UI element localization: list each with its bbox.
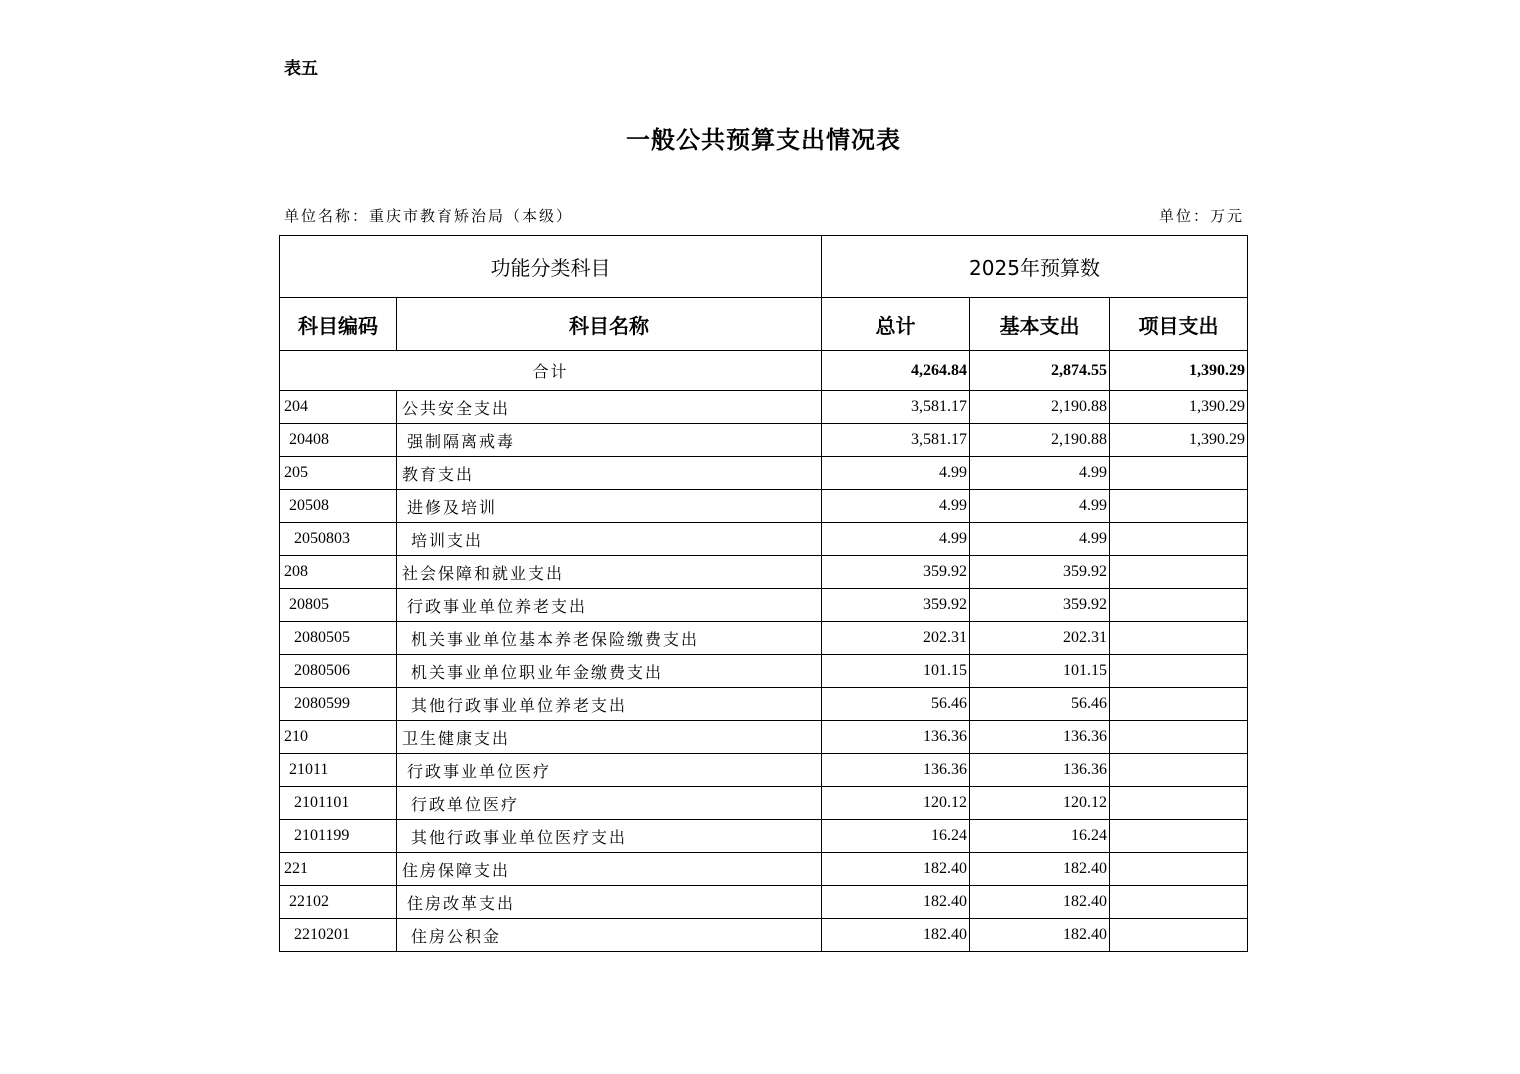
unit-name: 单位名称：重庆市教育矫治局（本级） (284, 207, 574, 225)
row-total: 120.12 (822, 787, 970, 820)
row-basic: 4.99 (970, 457, 1110, 490)
row-name: 住房改革支出 (397, 886, 822, 919)
row-basic: 120.12 (970, 787, 1110, 820)
row-basic: 182.40 (970, 853, 1110, 886)
unit-label: 单位：万元 (1158, 207, 1244, 225)
row-code: 204 (280, 391, 397, 424)
header-total: 总计 (822, 298, 970, 351)
header-category: 功能分类科目 (280, 236, 822, 298)
row-code: 210 (280, 721, 397, 754)
row-name: 培训支出 (397, 523, 822, 556)
row-basic: 4.99 (970, 490, 1110, 523)
row-basic: 101.15 (970, 655, 1110, 688)
row-project (1110, 688, 1248, 721)
row-project (1110, 886, 1248, 919)
row-total: 16.24 (822, 820, 970, 853)
row-code: 2080506 (280, 655, 397, 688)
budget-table (279, 235, 1248, 952)
row-name: 其他行政事业单位养老支出 (397, 688, 822, 721)
table-row (280, 919, 1248, 952)
total-basic: 2,874.55 (970, 351, 1110, 391)
total-total: 4,264.84 (822, 351, 970, 391)
row-code: 208 (280, 556, 397, 589)
row-name: 其他行政事业单位医疗支出 (397, 820, 822, 853)
total-row (280, 351, 1248, 391)
row-code: 221 (280, 853, 397, 886)
row-name: 进修及培训 (397, 490, 822, 523)
row-total: 182.40 (822, 919, 970, 952)
table-row (280, 721, 1248, 754)
row-project (1110, 721, 1248, 754)
row-project (1110, 457, 1248, 490)
row-total: 136.36 (822, 754, 970, 787)
header-budget: 2025年预算数 (822, 236, 1248, 298)
row-total: 182.40 (822, 886, 970, 919)
row-code: 2050803 (280, 523, 397, 556)
table-row (280, 391, 1248, 424)
row-project (1110, 787, 1248, 820)
row-name: 行政事业单位养老支出 (397, 589, 822, 622)
row-total: 4.99 (822, 490, 970, 523)
row-code: 22102 (280, 886, 397, 919)
table-row (280, 754, 1248, 787)
table-row (280, 457, 1248, 490)
header-basic: 基本支出 (970, 298, 1110, 351)
row-project (1110, 820, 1248, 853)
total-label: 合计 (280, 351, 822, 391)
header-code: 科目编码 (280, 298, 397, 351)
table-row (280, 622, 1248, 655)
row-project (1110, 523, 1248, 556)
row-project (1110, 490, 1248, 523)
row-code: 2101101 (280, 787, 397, 820)
table-row (280, 688, 1248, 721)
row-basic: 16.24 (970, 820, 1110, 853)
row-code: 20408 (280, 424, 397, 457)
row-basic: 4.99 (970, 523, 1110, 556)
table-row (280, 490, 1248, 523)
table-row (280, 589, 1248, 622)
row-name: 机关事业单位职业年金缴费支出 (397, 655, 822, 688)
row-basic: 2,190.88 (970, 424, 1110, 457)
row-basic: 182.40 (970, 886, 1110, 919)
row-code: 20805 (280, 589, 397, 622)
row-project (1110, 853, 1248, 886)
row-code: 20508 (280, 490, 397, 523)
table-row (280, 523, 1248, 556)
row-total: 4.99 (822, 523, 970, 556)
row-project: 1,390.29 (1110, 424, 1248, 457)
row-code: 2080505 (280, 622, 397, 655)
row-total: 56.46 (822, 688, 970, 721)
row-total: 359.92 (822, 556, 970, 589)
row-total: 101.15 (822, 655, 970, 688)
table-row (280, 853, 1248, 886)
row-basic: 359.92 (970, 589, 1110, 622)
header-project: 项目支出 (1110, 298, 1248, 351)
table-label: 表五 (284, 59, 318, 79)
row-total: 202.31 (822, 622, 970, 655)
row-name: 强制隔离戒毒 (397, 424, 822, 457)
row-basic: 2,190.88 (970, 391, 1110, 424)
table-row (280, 820, 1248, 853)
row-project (1110, 919, 1248, 952)
row-name: 公共安全支出 (397, 391, 822, 424)
row-basic: 136.36 (970, 754, 1110, 787)
row-code: 205 (280, 457, 397, 490)
row-total: 359.92 (822, 589, 970, 622)
row-name: 行政事业单位医疗 (397, 754, 822, 787)
row-basic: 359.92 (970, 556, 1110, 589)
table-row (280, 886, 1248, 919)
page-title: 一般公共预算支出情况表 (626, 125, 901, 154)
row-name: 卫生健康支出 (397, 721, 822, 754)
row-total: 136.36 (822, 721, 970, 754)
row-name: 住房保障支出 (397, 853, 822, 886)
row-name: 机关事业单位基本养老保险缴费支出 (397, 622, 822, 655)
row-total: 4.99 (822, 457, 970, 490)
row-basic: 56.46 (970, 688, 1110, 721)
row-name: 行政单位医疗 (397, 787, 822, 820)
row-total: 182.40 (822, 853, 970, 886)
row-project (1110, 655, 1248, 688)
row-basic: 136.36 (970, 721, 1110, 754)
total-project: 1,390.29 (1110, 351, 1248, 391)
row-code: 2101199 (280, 820, 397, 853)
row-name: 住房公积金 (397, 919, 822, 952)
row-project (1110, 556, 1248, 589)
row-total: 3,581.17 (822, 391, 970, 424)
row-code: 2210201 (280, 919, 397, 952)
row-code: 21011 (280, 754, 397, 787)
row-project (1110, 622, 1248, 655)
row-total: 3,581.17 (822, 424, 970, 457)
row-project (1110, 589, 1248, 622)
table-row (280, 556, 1248, 589)
row-project: 1,390.29 (1110, 391, 1248, 424)
table-row (280, 655, 1248, 688)
table-row (280, 787, 1248, 820)
row-project (1110, 754, 1248, 787)
header-name: 科目名称 (397, 298, 822, 351)
row-name: 教育支出 (397, 457, 822, 490)
row-basic: 182.40 (970, 919, 1110, 952)
table-row (280, 424, 1248, 457)
row-code: 2080599 (280, 688, 397, 721)
row-basic: 202.31 (970, 622, 1110, 655)
row-name: 社会保障和就业支出 (397, 556, 822, 589)
